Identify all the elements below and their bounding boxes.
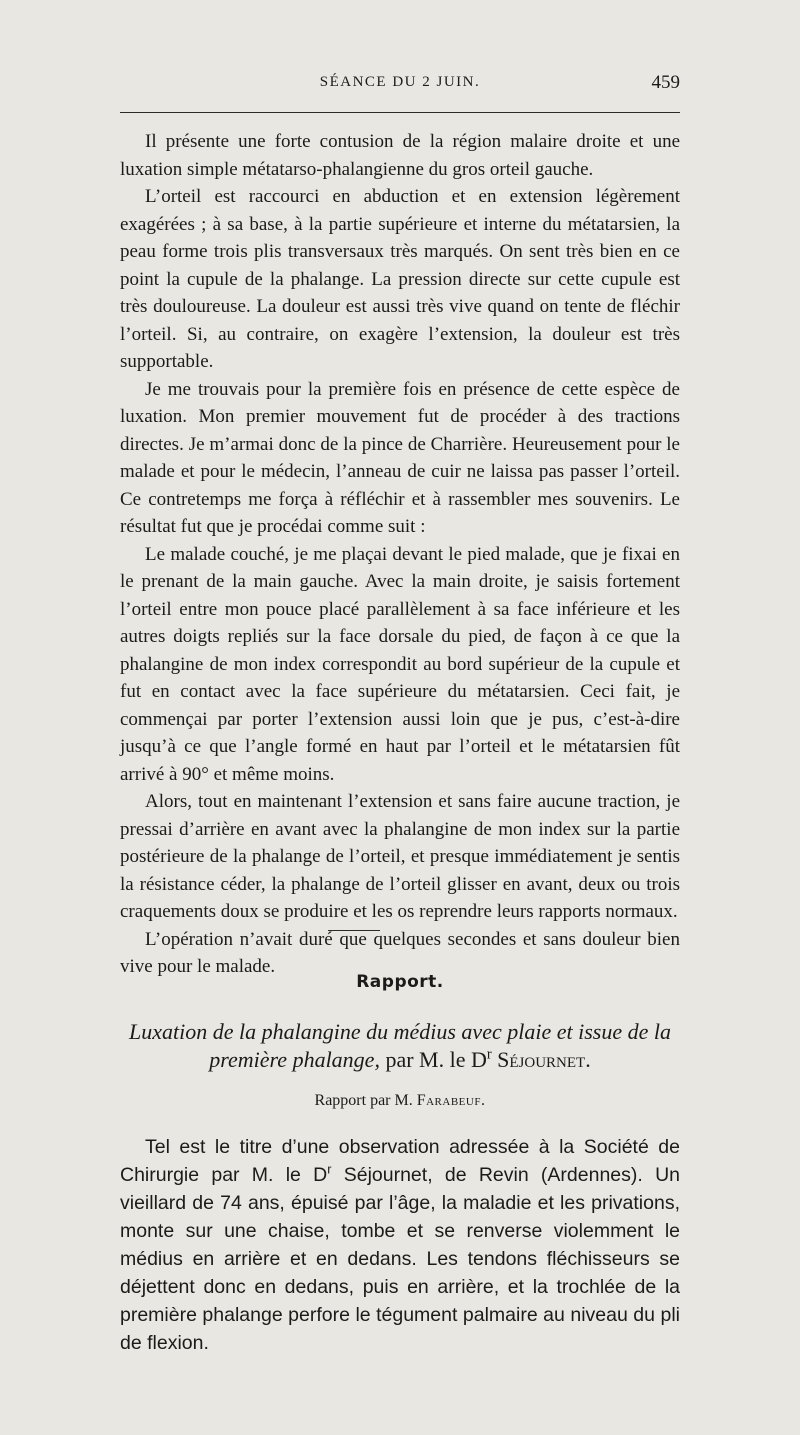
report-byline [120, 1092, 680, 1110]
article-title-italic: première phalange, [209, 1047, 380, 1072]
paragraph: Je me trouvais pour la première fois en présence de cette espèce de luxation. Mon premier mouvement fut de procéder à des tractions directes. Je m’armai donc de la pince de Charrière. Heureusement pour le malade et pour le médecin, l’anneau de cuir ne laissa pas passer l’orteil. Ce contretemps me força à réfléchir et à rassembler mes souvenirs. Le résultat fut que je procédai comme suit : [120, 378, 680, 537]
article-title-line2 [120, 1046, 680, 1074]
report-text [120, 1133, 680, 1357]
paragraph: Alors, tout en maintenant l’extension et sans faire aucune traction, je pressai d’arrière en avant avec la phalangine de mon index sur la partie postérieure de la phalange de l’orteil, et presque immédiatement je sentis la résistance céder, la phalange de l’orteil glisser en avant, deux ou trois craquements doux se produire et les os reprendre leurs rapports normaux. [120, 791, 680, 922]
paragraph: L’orteil est raccourci en abduction et en extension légèrement exagérées ; à sa base, à la partie supérieure et interne du métatarsien, la peau forme trois plis transversaux très marqués. On sent très bien en ce point la cupule de la phalange. La pression directe sur cette cupule est très douloureuse. La douleur est aussi très vive quand on tente de fléchir l’orteil. Si, au contraire, on exagère l’extension, la douleur est très supportable. [120, 186, 680, 372]
article-title-par: par M. le D [379, 1047, 487, 1072]
header-rule [120, 112, 680, 113]
rapport-heading: Rapport. [356, 972, 444, 992]
paragraph: Il présente une forte contusion de la région malaire droite et une luxation simple métatarso-phalangienne du gros orteil gauche. [120, 131, 680, 180]
running-title: SÉANCE DU 2 JUIN. [319, 74, 481, 90]
article-title [120, 1018, 680, 1074]
byline-prefix: Rapport par M. [314, 1092, 417, 1109]
report-paragraph [120, 1133, 680, 1357]
byline-name: Farabeuf. [416, 1092, 486, 1109]
article-title-line1: Luxation de la phalangine du médius avec plaie et issue de la [129, 1019, 671, 1044]
article-author: Séjournet. [491, 1047, 591, 1072]
article-title-sup: r [486, 1046, 492, 1063]
paragraph: Le malade couché, je me plaçai devant le pied malade, que je fixai en le prenant de la main gauche. Avec la main droite, je saisis fortement l’orteil entre mon pouce placé parallèlement à sa face inférieure et les autres doigts repliés sur la face dorsale du pied, de façon à ce que la phalangine de mon index correspondit au bord supérieur de la cupule et fut en contact avec la face supérieure du métatarsien. Ceci fait, je commençai par porter l’extension aussi loin que je pus, c’est-à-dire jusqu’à ce que l’angle formé en haut par l’orteil et le métatarsien fût arrivé à 90° et même moins. [120, 543, 680, 785]
report-text-a: Tel est le titre d’une observation adressée à la Société de Chirurgie par M. le D [120, 1136, 680, 1186]
page-number: 459 [651, 72, 680, 93]
paragraph: L’opération n’avait duré que quelques secondes et sans douleur bien vive pour le malade. [120, 928, 680, 977]
observation-text [120, 128, 680, 981]
report-sup: r [327, 1162, 332, 1177]
page-header [120, 72, 680, 98]
report-text-b: Séjournet, de Revin (Ardennes). Un vieillard de 74 ans, épuisé par l’âge, la maladie et les privations, monte sur une chaise, tombe et se renverse violemment le médius en arrière et en dedans. Les tendons fléchisseurs se déjettent donc en dedans, puis en arrière, et la trochlée de la première phalange perfore le tégument palmaire au niveau du pli de flexion. [120, 1164, 680, 1354]
section-separator [328, 930, 380, 931]
